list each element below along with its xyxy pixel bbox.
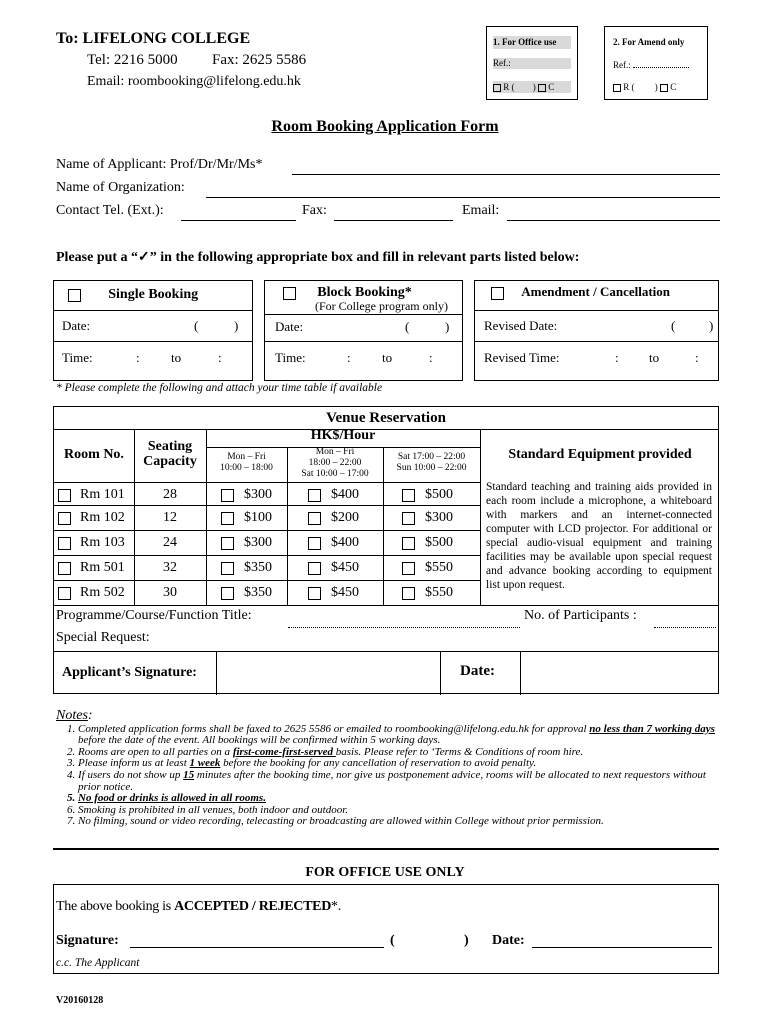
room-number: Rm 501 bbox=[80, 560, 125, 575]
office-rc-row: R ( ) C bbox=[493, 81, 571, 93]
rate1-checkbox[interactable] bbox=[221, 537, 234, 550]
office-use-box bbox=[486, 26, 578, 100]
rate1-checkbox[interactable] bbox=[221, 489, 234, 502]
tel-number: Tel: 2216 5000 bbox=[87, 52, 178, 68]
block-booking-panel: Block Booking* (For College program only) Date: ( ) Time: : to : bbox=[264, 280, 463, 381]
amend-r-checkbox[interactable] bbox=[613, 84, 621, 92]
office-date-field[interactable] bbox=[532, 947, 712, 948]
block-booking-title: Block Booking* bbox=[317, 285, 412, 300]
col-weekend: Sat 17:00 – 22:00 Sun 10:00 – 22:00 bbox=[396, 452, 467, 473]
venue-reservation-table bbox=[53, 406, 719, 694]
amendment-title: Amendment / Cancellation bbox=[521, 284, 671, 299]
notes-section: Notes: 1. Completed application forms shall be faxed to 2625 5586 or emailed to roombooking@lifelong.edu.hk for approval no less than 7 working days before the date of the event. All bookings will be confirmed within 5 working days. 2. Rooms are open to all parties on a first-come-first-served basis. Please refer to ‘Terms & Conditions of room hire. 3. Please inform us at least 1 week before the booking for any cancellation of reservation to avoid penalty. 4. If users do not show up 15 minutes after the booking time, nor give us postponement advice, rooms will be allocated to next requestors without prior notice. 5. No food or drinks is allowed in all rooms. 6. Smoking is prohibited in all venues, both indoor and outdoor. 7. No filming, sound or video recording, telecasting or broadcasting are allowed within College without prior permission. bbox=[56, 710, 718, 828]
note-item: 2. Rooms are open to all parties on a first-come-first-served basis. Please refer to ‘Terms & Conditions of room hire. bbox=[78, 747, 718, 759]
single-booking-checkbox[interactable] bbox=[68, 289, 81, 302]
col-weekday-day: Mon – Fri 10:00 – 18:00 bbox=[220, 452, 273, 473]
rate-weekend: $300 bbox=[425, 510, 453, 525]
col-seating-capacity: Seating Capacity bbox=[143, 439, 197, 469]
amend-only-box bbox=[604, 26, 708, 100]
fax-label: Fax: bbox=[302, 203, 327, 218]
rate3-checkbox[interactable] bbox=[402, 512, 415, 525]
special-request-label: Special Request: bbox=[56, 630, 150, 645]
office-only-title: FOR OFFICE USE ONLY bbox=[305, 865, 465, 880]
rate3-checkbox[interactable] bbox=[402, 537, 415, 550]
fax-field[interactable] bbox=[334, 220, 453, 221]
revised-date-label: Revised Date: bbox=[484, 318, 558, 333]
single-time-label: Time: bbox=[62, 350, 93, 365]
amend-ref-field[interactable] bbox=[633, 67, 689, 68]
email-label: Email: bbox=[462, 203, 500, 218]
rate-weekday: $350 bbox=[244, 560, 272, 575]
revised-time-label: Revised Time: bbox=[484, 350, 560, 365]
hk-per-hour: HK$/Hour bbox=[310, 428, 376, 443]
amend-c-checkbox[interactable] bbox=[660, 84, 668, 92]
contact-label: Contact Tel. (Ext.): bbox=[56, 203, 164, 218]
applicant-label: Name of Applicant: Prof/Dr/Mr/Ms* bbox=[56, 157, 263, 172]
col-weekday-evening: Mon – Fri 18:00 – 22:00 Sat 10:00 – 17:00 bbox=[301, 447, 369, 479]
recipient-line: To: LIFELONG COLLEGE bbox=[56, 30, 251, 47]
programme-field[interactable] bbox=[288, 627, 520, 628]
seating-capacity: 28 bbox=[163, 487, 177, 502]
room-number: Rm 502 bbox=[80, 585, 125, 600]
block-time-label: Time: bbox=[275, 350, 306, 365]
rate-weekday: $100 bbox=[244, 510, 272, 525]
office-use-title: 1. For Office use bbox=[493, 36, 571, 49]
rate3-checkbox[interactable] bbox=[402, 587, 415, 600]
rate3-checkbox[interactable] bbox=[402, 489, 415, 502]
rate-weekend: $500 bbox=[425, 487, 453, 502]
rate1-checkbox[interactable] bbox=[221, 587, 234, 600]
single-date-label: Date: bbox=[62, 318, 91, 333]
rate-weekday: $300 bbox=[244, 535, 272, 550]
rate2-checkbox[interactable] bbox=[308, 537, 321, 550]
c-checkbox[interactable] bbox=[538, 84, 546, 92]
rate2-checkbox[interactable] bbox=[308, 489, 321, 502]
office-ref-label: Ref.: bbox=[493, 58, 571, 69]
rate1-checkbox[interactable] bbox=[221, 512, 234, 525]
note-item: 1. Completed application forms shall be faxed to 2625 5586 or emailed to roombooking@lifelong.edu.hk for approval no less than 7 working days before the date of the event. All bookings will be confirmed within 5 working days. bbox=[78, 724, 718, 747]
applicant-date-field[interactable] bbox=[521, 652, 719, 694]
office-signature-field[interactable] bbox=[130, 947, 384, 948]
organization-label: Name of Organization: bbox=[56, 180, 185, 195]
amend-ref-label: Ref.: bbox=[613, 60, 689, 70]
rate2-checkbox[interactable] bbox=[308, 562, 321, 575]
rate-weekday: $300 bbox=[244, 487, 272, 502]
rate-weekend: $500 bbox=[425, 535, 453, 550]
venue-title: Venue Reservation bbox=[326, 410, 446, 426]
amendment-panel: Amendment / Cancellation Revised Date: ( ) Revised Time: : to : bbox=[474, 280, 719, 381]
rate-weekend: $550 bbox=[425, 560, 453, 575]
notes-heading: Notes bbox=[56, 708, 88, 723]
note-item: 7. No filming, sound or video recording, telecasting or broadcasting are allowed within College without prior permission. bbox=[78, 816, 718, 828]
rate2-checkbox[interactable] bbox=[308, 512, 321, 525]
form-title: Room Booking Application Form bbox=[271, 118, 499, 135]
amend-title: 2. For Amend only bbox=[613, 37, 685, 47]
note-item: 4. If users do not show up 15 minutes after the booking time, nor give us postponement advice, rooms will be allocated to next requestors without prior notice. bbox=[78, 770, 718, 793]
block-date-label: Date: bbox=[275, 319, 304, 334]
room-checkbox[interactable] bbox=[58, 562, 71, 575]
room-checkbox[interactable] bbox=[58, 512, 71, 525]
rate-weekday: $350 bbox=[244, 585, 272, 600]
room-number: Rm 102 bbox=[80, 510, 125, 525]
instruction-text: Please put a “✓” in the following appropriate box and fill in relevant parts listed below: bbox=[56, 250, 580, 265]
rate-evening: $450 bbox=[331, 585, 359, 600]
applicant-signature-field[interactable] bbox=[217, 652, 439, 694]
room-number: Rm 101 bbox=[80, 487, 125, 502]
applicant-field[interactable] bbox=[292, 174, 720, 175]
office-only-box: The above booking is ACCEPTED / REJECTED*. Signature: ( ) Date: c.c. The Applicant bbox=[53, 884, 719, 974]
single-booking-title: Single Booking bbox=[108, 287, 199, 302]
seating-capacity: 24 bbox=[163, 535, 177, 550]
email-field[interactable] bbox=[507, 220, 720, 221]
accepted-line: The above booking is ACCEPTED / REJECTED*. bbox=[56, 899, 341, 914]
amendment-checkbox[interactable] bbox=[491, 287, 504, 300]
cc-applicant: c.c. The Applicant bbox=[56, 957, 140, 969]
equipment-description: Standard teaching and training aids provided in each room include a microphone, a whiteboard with markers and an internet-connected computer with LCD projector. For additional or special audio-visual equipment and training facilities may be available upon special request and advance booking according to equipment list upon request. bbox=[486, 481, 712, 591]
seating-capacity: 12 bbox=[163, 510, 177, 525]
room-checkbox[interactable] bbox=[58, 587, 71, 600]
block-booking-subtitle: (For College program only) bbox=[315, 299, 448, 313]
seating-capacity: 32 bbox=[163, 560, 177, 575]
rate1-checkbox[interactable] bbox=[221, 562, 234, 575]
programme-label: Programme/Course/Function Title: bbox=[56, 608, 252, 623]
rate-evening: $400 bbox=[331, 487, 359, 502]
fax-number: Fax: 2625 5586 bbox=[212, 52, 307, 68]
rate-evening: $200 bbox=[331, 510, 359, 525]
participants-label: No. of Participants : bbox=[524, 608, 637, 623]
room-number: Rm 103 bbox=[80, 535, 125, 550]
contact-field[interactable] bbox=[181, 220, 296, 221]
note-item: 5. No food or drinks is allowed in all rooms. bbox=[78, 793, 718, 805]
col-room-no: Room No. bbox=[64, 447, 124, 462]
organization-field[interactable] bbox=[206, 197, 720, 198]
block-booking-note: * Please complete the following and attach your time table if available bbox=[56, 382, 383, 394]
rate3-checkbox[interactable] bbox=[402, 562, 415, 575]
block-booking-checkbox[interactable] bbox=[283, 287, 296, 300]
single-booking-panel: Single Booking Date: ( ) Time: : to : bbox=[53, 280, 253, 381]
seating-capacity: 30 bbox=[163, 585, 177, 600]
office-date-label: Date: bbox=[492, 933, 525, 948]
note-item: 6. Smoking is prohibited in all venues, both indoor and outdoor. bbox=[78, 805, 718, 817]
applicant-signature-label: Applicant’s Signature: bbox=[62, 665, 197, 680]
rate-evening: $400 bbox=[331, 535, 359, 550]
email-address: Email: roombooking@lifelong.edu.hk bbox=[87, 74, 301, 89]
room-checkbox[interactable] bbox=[58, 489, 71, 502]
amend-rc-row: R ( ) C bbox=[613, 82, 676, 92]
rate-weekend: $550 bbox=[425, 585, 453, 600]
rate-evening: $450 bbox=[331, 560, 359, 575]
note-item: 3. Please inform us at least 1 week before the booking for any cancellation of reservation to avoid penalty. bbox=[78, 758, 718, 770]
r-checkbox[interactable] bbox=[493, 84, 501, 92]
rate2-checkbox[interactable] bbox=[308, 587, 321, 600]
participants-field[interactable] bbox=[654, 627, 716, 628]
col-equipment: Standard Equipment provided bbox=[508, 447, 692, 462]
applicant-date-label: Date: bbox=[460, 663, 495, 679]
office-signature-label: Signature: bbox=[56, 933, 119, 948]
version-code: V20160128 bbox=[56, 995, 104, 1006]
room-checkbox[interactable] bbox=[58, 537, 71, 550]
